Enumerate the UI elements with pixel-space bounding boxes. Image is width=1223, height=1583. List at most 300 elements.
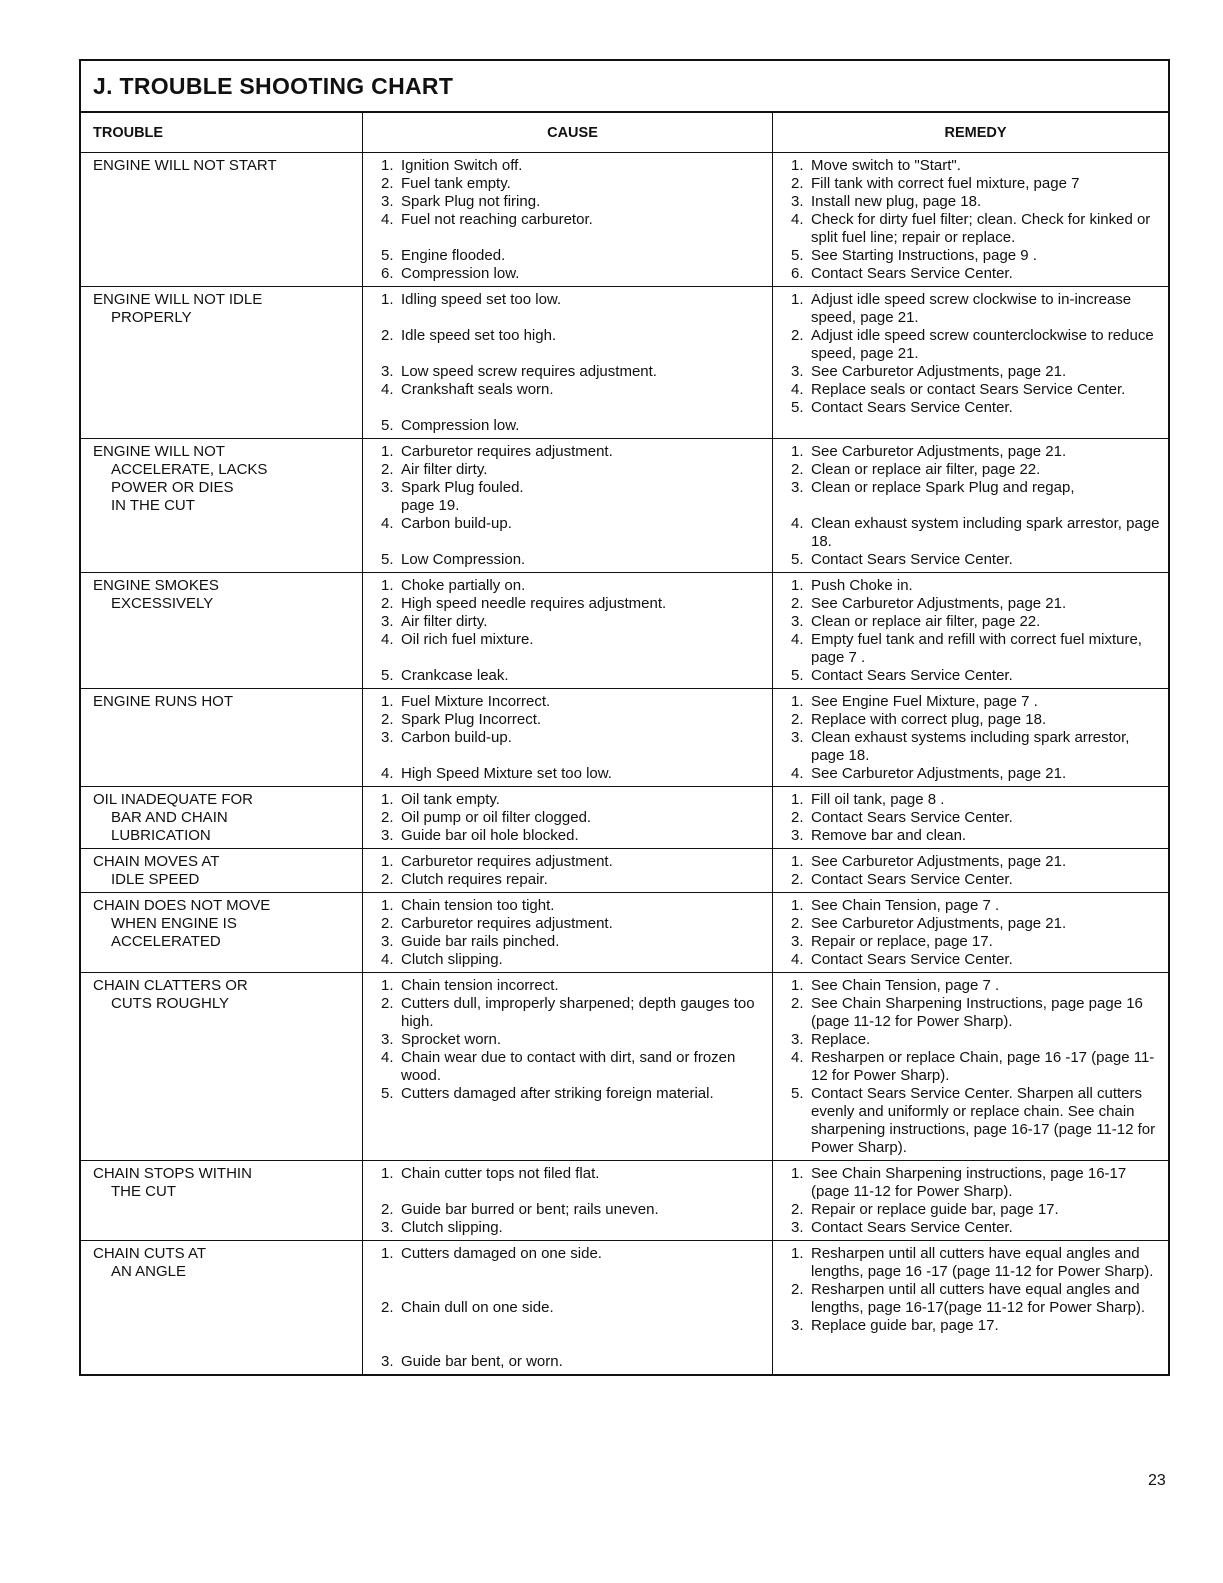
item-number: 4. bbox=[791, 381, 804, 398]
remedy-item bbox=[791, 461, 1160, 479]
trouble-text: WHEN ENGINE IS bbox=[111, 915, 237, 932]
cause-item bbox=[381, 1299, 764, 1317]
remedy-cell bbox=[773, 573, 1168, 688]
item-text: Replace seals or contact Sears Service Center. bbox=[811, 381, 1126, 398]
item-text: Guide bar bent, or worn. bbox=[401, 1353, 563, 1370]
item-text: Carburetor requires adjustment. bbox=[401, 915, 613, 932]
table-row bbox=[81, 849, 1168, 893]
item-number: 4. bbox=[791, 515, 804, 532]
remedy-item bbox=[791, 363, 1160, 381]
cause-cell bbox=[363, 973, 773, 1160]
item-text: Air filter dirty. bbox=[401, 613, 488, 630]
remedy-item bbox=[791, 933, 1160, 951]
table-row bbox=[81, 689, 1168, 787]
item-text: See Carburetor Adjustments, page 21. bbox=[811, 853, 1067, 870]
item-number: 2. bbox=[791, 915, 804, 932]
item-number: 4. bbox=[791, 1049, 804, 1066]
item-text: Clean or replace Spark Plug and regap, bbox=[811, 479, 1075, 496]
item-text: See Starting Instructions, page 9 . bbox=[811, 247, 1037, 264]
item-text: See Chain Tension, page 7 . bbox=[811, 977, 1000, 994]
trouble-text: OIL INADEQUATE FOR bbox=[93, 791, 254, 808]
item-number: 1. bbox=[381, 443, 394, 460]
cause-item bbox=[381, 461, 764, 479]
item-number: 4. bbox=[791, 211, 804, 228]
item-text: Clean or replace air filter, page 22. bbox=[811, 613, 1041, 630]
item-number: 5. bbox=[791, 551, 804, 568]
remedy-item bbox=[791, 631, 1160, 667]
item-text: page 19. bbox=[401, 497, 460, 514]
header-row bbox=[81, 113, 1168, 153]
item-number: 1. bbox=[791, 443, 804, 460]
item-number: 5. bbox=[381, 1085, 394, 1102]
item-text: Replace. bbox=[811, 1031, 871, 1048]
spacer bbox=[381, 309, 764, 327]
cause-item bbox=[381, 951, 764, 969]
trouble-cell bbox=[81, 153, 363, 286]
item-number: 3. bbox=[791, 1317, 804, 1334]
item-text: Spark Plug not firing. bbox=[401, 193, 541, 210]
item-number: 2. bbox=[381, 1299, 394, 1316]
remedy-item bbox=[791, 977, 1160, 995]
item-text: See Carburetor Adjustments, page 21. bbox=[811, 363, 1067, 380]
trouble-text: THE CUT bbox=[111, 1183, 176, 1200]
remedy-item bbox=[791, 399, 1160, 417]
item-text: Choke partially on. bbox=[401, 577, 526, 594]
trouble-text: CHAIN CLATTERS OR bbox=[93, 977, 248, 994]
remedy-item bbox=[791, 1165, 1160, 1201]
cause-item bbox=[381, 595, 764, 613]
item-text: Oil tank empty. bbox=[401, 791, 500, 808]
item-number: 2. bbox=[381, 175, 394, 192]
trouble-cell bbox=[81, 287, 363, 438]
remedy-cell bbox=[773, 849, 1168, 892]
item-number: 1. bbox=[381, 853, 394, 870]
trouble-text: POWER OR DIES bbox=[111, 479, 234, 496]
remedy-item bbox=[791, 897, 1160, 915]
item-text: Carbon build-up. bbox=[401, 729, 512, 746]
item-number: 3. bbox=[381, 827, 394, 844]
item-number: 2. bbox=[381, 809, 394, 826]
cause-item bbox=[381, 613, 764, 631]
chart-table bbox=[81, 113, 1168, 1374]
cause-item bbox=[381, 265, 764, 283]
item-number: 5. bbox=[381, 417, 394, 434]
table-row bbox=[81, 893, 1168, 973]
item-number: 5. bbox=[791, 247, 804, 264]
item-text: Air filter dirty. bbox=[401, 461, 488, 478]
remedy-item bbox=[791, 479, 1160, 497]
cause-item bbox=[381, 995, 764, 1031]
remedy-item bbox=[791, 809, 1160, 827]
item-number: 3. bbox=[381, 1031, 394, 1048]
remedy-item bbox=[791, 327, 1160, 363]
item-number bbox=[381, 497, 401, 515]
item-number: 4. bbox=[381, 765, 394, 782]
remedy-cell bbox=[773, 689, 1168, 786]
trouble-text: PROPERLY bbox=[111, 309, 192, 326]
item-text: Carburetor requires adjustment. bbox=[401, 853, 613, 870]
trouble-text: AN ANGLE bbox=[111, 1263, 187, 1280]
cause-item bbox=[381, 1201, 764, 1219]
remedy-item bbox=[791, 291, 1160, 327]
item-number: 2. bbox=[791, 995, 804, 1012]
item-text: Resharpen or replace Chain, page 16 -17 (page 11-12 for Power Sharp). bbox=[811, 1049, 1155, 1084]
item-text: See Engine Fuel Mixture, page 7 . bbox=[811, 693, 1038, 710]
remedy-item bbox=[791, 175, 1160, 193]
item-number: 1. bbox=[381, 791, 394, 808]
cause-item bbox=[381, 1245, 764, 1263]
remedy-item bbox=[791, 613, 1160, 631]
item-number: 3. bbox=[791, 827, 804, 844]
remedy-item bbox=[791, 1085, 1160, 1157]
remedy-item bbox=[791, 1031, 1160, 1049]
item-text: Oil pump or oil filter clogged. bbox=[401, 809, 592, 826]
trouble-text: ACCELERATE, LACKS bbox=[111, 461, 268, 478]
item-number: 2. bbox=[381, 595, 394, 612]
item-text: Crankshaft seals worn. bbox=[401, 381, 554, 398]
item-number: 3. bbox=[791, 1031, 804, 1048]
cause-item bbox=[381, 443, 764, 461]
item-text: Contact Sears Service Center. bbox=[811, 951, 1013, 968]
header-trouble: TROUBLE bbox=[81, 113, 363, 152]
cause-item bbox=[381, 631, 764, 649]
spacer bbox=[381, 399, 764, 417]
item-text: See Carburetor Adjustments, page 21. bbox=[811, 765, 1067, 782]
remedy-cell bbox=[773, 439, 1168, 572]
cause-item bbox=[381, 1085, 764, 1103]
remedy-cell bbox=[773, 973, 1168, 1160]
page-number: 23 bbox=[1148, 1472, 1166, 1489]
trouble-text: CUTS ROUGHLY bbox=[111, 995, 230, 1012]
cause-item bbox=[381, 667, 764, 685]
spacer bbox=[381, 1317, 764, 1335]
remedy-item bbox=[791, 995, 1160, 1031]
item-number: 2. bbox=[791, 595, 804, 612]
cause-item bbox=[381, 729, 764, 747]
item-number: 6. bbox=[381, 265, 394, 282]
item-number: 2. bbox=[791, 1201, 804, 1218]
table-row bbox=[81, 1161, 1168, 1241]
item-text: Chain tension too tight. bbox=[401, 897, 555, 914]
trouble-text: ENGINE RUNS HOT bbox=[93, 693, 234, 710]
item-number: 3. bbox=[381, 933, 394, 950]
table-row bbox=[81, 287, 1168, 439]
cause-item bbox=[381, 1031, 764, 1049]
trouble-text: ENGINE WILL NOT IDLE bbox=[93, 291, 263, 308]
item-number: 1. bbox=[791, 853, 804, 870]
remedy-item bbox=[791, 1281, 1160, 1317]
item-text: Chain dull on one side. bbox=[401, 1299, 554, 1316]
item-text: Cutters damaged on one side. bbox=[401, 1245, 602, 1262]
remedy-cell bbox=[773, 153, 1168, 286]
trouble-cell bbox=[81, 893, 363, 972]
cause-cell bbox=[363, 439, 773, 572]
item-number: 2. bbox=[381, 915, 394, 932]
item-text: Chain tension incorrect. bbox=[401, 977, 559, 994]
trouble-cell bbox=[81, 689, 363, 786]
item-text: High speed needle requires adjustment. bbox=[401, 595, 667, 612]
item-number: 1. bbox=[381, 977, 394, 994]
cause-item bbox=[381, 157, 764, 175]
item-text: Ignition Switch off. bbox=[401, 157, 523, 174]
item-number: 2. bbox=[381, 461, 394, 478]
cause-item bbox=[381, 1219, 764, 1237]
remedy-item bbox=[791, 157, 1160, 175]
item-text: Clean exhaust systems including spark arrestor, page 18. bbox=[811, 729, 1130, 764]
spacer bbox=[381, 1263, 764, 1281]
item-text: Adjust idle speed screw clockwise to in-increase speed, page 21. bbox=[811, 291, 1132, 326]
item-number: 3. bbox=[381, 193, 394, 210]
cause-item bbox=[381, 711, 764, 729]
table-row bbox=[81, 973, 1168, 1161]
cause-cell bbox=[363, 689, 773, 786]
remedy-item bbox=[791, 595, 1160, 613]
cause-item bbox=[381, 551, 764, 569]
item-text: Move switch to "Start". bbox=[811, 157, 961, 174]
cause-item bbox=[381, 479, 764, 497]
table-row bbox=[81, 787, 1168, 849]
item-number: 4. bbox=[791, 765, 804, 782]
remedy-item bbox=[791, 693, 1160, 711]
trouble-shooting-chart bbox=[79, 59, 1170, 1376]
cause-cell bbox=[363, 1161, 773, 1240]
item-number: 1. bbox=[791, 291, 804, 308]
item-number: 2. bbox=[791, 809, 804, 826]
remedy-item bbox=[791, 915, 1160, 933]
trouble-text: BAR AND CHAIN bbox=[111, 809, 228, 826]
trouble-text: CHAIN DOES NOT MOVE bbox=[93, 897, 271, 914]
item-text: See Carburetor Adjustments, page 21. bbox=[811, 595, 1067, 612]
item-text: Idling speed set too low. bbox=[401, 291, 562, 308]
item-number: 4. bbox=[381, 515, 394, 532]
item-text: Clutch slipping. bbox=[401, 951, 503, 968]
trouble-cell bbox=[81, 573, 363, 688]
item-text: Contact Sears Service Center. bbox=[811, 1219, 1013, 1236]
item-text: Oil rich fuel mixture. bbox=[401, 631, 534, 648]
item-text: Resharpen until all cutters have equal angles and lengths, page 16-17(page 11-12 for Power Sharp). bbox=[811, 1281, 1146, 1316]
item-number: 2. bbox=[791, 327, 804, 344]
remedy-item bbox=[791, 381, 1160, 399]
remedy-item bbox=[791, 791, 1160, 809]
cause-item bbox=[381, 827, 764, 845]
cause-item bbox=[381, 291, 764, 309]
item-number: 2. bbox=[381, 995, 394, 1012]
cause-item bbox=[381, 791, 764, 809]
item-number: 4. bbox=[381, 951, 394, 968]
item-text: Fuel not reaching carburetor. bbox=[401, 211, 593, 228]
item-number: 5. bbox=[791, 399, 804, 416]
spacer bbox=[381, 345, 764, 363]
item-text: Compression low. bbox=[401, 417, 520, 434]
item-number: 3. bbox=[791, 193, 804, 210]
item-text: Replace with correct plug, page 18. bbox=[811, 711, 1047, 728]
item-number: 3. bbox=[381, 613, 394, 630]
trouble-cell bbox=[81, 439, 363, 572]
trouble-text: IDLE SPEED bbox=[111, 871, 200, 888]
item-number: 3. bbox=[791, 933, 804, 950]
item-number: 3. bbox=[381, 363, 394, 380]
trouble-text: CHAIN MOVES AT bbox=[93, 853, 220, 870]
cause-cell bbox=[363, 153, 773, 286]
cause-item bbox=[381, 693, 764, 711]
item-text: Carburetor requires adjustment. bbox=[401, 443, 613, 460]
trouble-text: ENGINE WILL NOT START bbox=[93, 157, 277, 174]
cause-item bbox=[381, 515, 764, 533]
remedy-item bbox=[791, 951, 1160, 969]
chart-title-row bbox=[81, 61, 1168, 113]
item-number: 3. bbox=[381, 479, 394, 496]
remedy-item bbox=[791, 1201, 1160, 1219]
item-text: Fuel tank empty. bbox=[401, 175, 511, 192]
item-text: Push Choke in. bbox=[811, 577, 913, 594]
item-text: Cutters damaged after striking foreign material. bbox=[401, 1085, 714, 1102]
item-text: Clean or replace air filter, page 22. bbox=[811, 461, 1041, 478]
cause-item bbox=[381, 853, 764, 871]
item-text: See Chain Sharpening Instructions, page page 16 (page 11-12 for Power Sharp). bbox=[811, 995, 1143, 1030]
remedy-item bbox=[791, 1219, 1160, 1237]
trouble-cell bbox=[81, 1161, 363, 1240]
item-text: Remove bar and clean. bbox=[811, 827, 967, 844]
item-number: 1. bbox=[381, 291, 394, 308]
trouble-cell bbox=[81, 787, 363, 848]
item-text: Engine flooded. bbox=[401, 247, 506, 264]
cause-item bbox=[381, 1165, 764, 1183]
item-number: 2. bbox=[381, 711, 394, 728]
header-remedy: REMEDY bbox=[944, 125, 1007, 141]
spacer bbox=[381, 747, 764, 765]
cause-cell bbox=[363, 287, 773, 438]
table-row bbox=[81, 439, 1168, 573]
remedy-item bbox=[791, 1049, 1160, 1085]
cause-item bbox=[381, 809, 764, 827]
item-text: Guide bar rails pinched. bbox=[401, 933, 560, 950]
remedy-item bbox=[791, 193, 1160, 211]
item-number: 4. bbox=[381, 1049, 394, 1066]
item-number: 1. bbox=[791, 157, 804, 174]
cause-cell bbox=[363, 573, 773, 688]
item-number: 3. bbox=[381, 1353, 394, 1370]
item-number: 1. bbox=[791, 1245, 804, 1262]
item-number: 1. bbox=[381, 577, 394, 594]
item-number: 5. bbox=[791, 667, 804, 684]
item-text: Chain cutter tops not filed flat. bbox=[401, 1165, 600, 1182]
item-number: 2. bbox=[381, 871, 394, 888]
page-title: J. TROUBLE SHOOTING CHART bbox=[93, 72, 454, 99]
cause-item bbox=[381, 577, 764, 595]
item-text: See Chain Sharpening instructions, page 16-17 (page 11-12 for Power Sharp). bbox=[811, 1165, 1127, 1200]
item-text: Contact Sears Service Center. bbox=[811, 809, 1013, 826]
remedy-item bbox=[791, 1245, 1160, 1281]
item-text: Low speed screw requires adjustment. bbox=[401, 363, 657, 380]
item-number: 2. bbox=[791, 1281, 804, 1298]
remedy-cell bbox=[773, 1241, 1168, 1374]
spacer bbox=[791, 497, 1160, 515]
item-number: 1. bbox=[791, 693, 804, 710]
item-text: Repair or replace, page 17. bbox=[811, 933, 993, 950]
remedy-item bbox=[791, 827, 1160, 845]
cause-cell bbox=[363, 1241, 773, 1374]
cause-item bbox=[381, 1353, 764, 1371]
remedy-item bbox=[791, 667, 1160, 685]
remedy-cell bbox=[773, 893, 1168, 972]
item-text: Contact Sears Service Center. bbox=[811, 871, 1013, 888]
table-row bbox=[81, 573, 1168, 689]
item-number: 3. bbox=[791, 613, 804, 630]
cause-cell bbox=[363, 849, 773, 892]
trouble-text: ACCELERATED bbox=[111, 933, 221, 950]
cause-item bbox=[381, 933, 764, 951]
trouble-text: CHAIN CUTS AT bbox=[93, 1245, 207, 1262]
cause-item bbox=[381, 417, 764, 435]
item-number: 4. bbox=[381, 631, 394, 648]
item-text: Clean exhaust system including spark arrestor, page 18. bbox=[811, 515, 1160, 550]
item-text: Contact Sears Service Center. bbox=[811, 265, 1013, 282]
table-row bbox=[81, 1241, 1168, 1374]
cause-item bbox=[381, 977, 764, 995]
item-text: Fill tank with correct fuel mixture, page 7 bbox=[811, 175, 1080, 192]
item-text: High Speed Mixture set too low. bbox=[401, 765, 612, 782]
header-cause: CAUSE bbox=[363, 113, 773, 152]
cause-item bbox=[381, 193, 764, 211]
item-text: Guide bar oil hole blocked. bbox=[401, 827, 579, 844]
item-text: See Chain Tension, page 7 . bbox=[811, 897, 1000, 914]
item-number: 3. bbox=[381, 1219, 394, 1236]
item-number: 2. bbox=[791, 711, 804, 728]
cause-item bbox=[381, 765, 764, 783]
item-number: 2. bbox=[791, 175, 804, 192]
item-text: Contact Sears Service Center. bbox=[811, 551, 1013, 568]
trouble-cell bbox=[81, 849, 363, 892]
item-text: Low Compression. bbox=[401, 551, 526, 568]
remedy-item bbox=[791, 729, 1160, 765]
remedy-item bbox=[791, 211, 1160, 247]
item-number: 1. bbox=[791, 897, 804, 914]
cause-item bbox=[381, 915, 764, 933]
item-number: 2. bbox=[791, 461, 804, 478]
item-number: 1. bbox=[791, 577, 804, 594]
item-text: Contact Sears Service Center. Sharpen all cutters evenly and uniformly or replace chain. See chain sharpening instructions, page 16-17 (page 11-12 for Power Sharp). bbox=[811, 1085, 1156, 1156]
item-number: 4. bbox=[381, 381, 394, 398]
item-text: Chain wear due to contact with dirt, sand or frozen wood. bbox=[401, 1049, 736, 1084]
remedy-item bbox=[791, 853, 1160, 871]
remedy-cell bbox=[773, 287, 1168, 438]
remedy-item bbox=[791, 871, 1160, 889]
item-number: 2. bbox=[381, 327, 394, 344]
remedy-item bbox=[791, 443, 1160, 461]
item-text: Contact Sears Service Center. bbox=[811, 667, 1013, 684]
cause-cell bbox=[363, 893, 773, 972]
item-text: Resharpen until all cutters have equal angles and lengths, page 16 -17 (page 11-12 for Power Sharp). bbox=[811, 1245, 1154, 1280]
trouble-cell bbox=[81, 1241, 363, 1374]
table-row bbox=[81, 153, 1168, 287]
cause-cell bbox=[363, 787, 773, 848]
item-number: 4. bbox=[381, 211, 394, 228]
item-text: Spark Plug fouled. bbox=[401, 479, 524, 496]
item-text: Adjust idle speed screw counterclockwise to reduce speed, page 21. bbox=[811, 327, 1154, 362]
trouble-text: ENGINE SMOKES bbox=[93, 577, 219, 594]
item-text: Fuel Mixture Incorrect. bbox=[401, 693, 551, 710]
item-text: Clutch requires repair. bbox=[401, 871, 548, 888]
item-text: Replace guide bar, page 17. bbox=[811, 1317, 999, 1334]
remedy-item bbox=[791, 265, 1160, 283]
item-text: Guide bar burred or bent; rails uneven. bbox=[401, 1201, 659, 1218]
item-text: Sprocket worn. bbox=[401, 1031, 502, 1048]
item-number: 4. bbox=[791, 951, 804, 968]
item-text: Fill oil tank, page 8 . bbox=[811, 791, 945, 808]
item-text: Repair or replace guide bar, page 17. bbox=[811, 1201, 1059, 1218]
item-number: 3. bbox=[381, 729, 394, 746]
item-number: 5. bbox=[381, 247, 394, 264]
